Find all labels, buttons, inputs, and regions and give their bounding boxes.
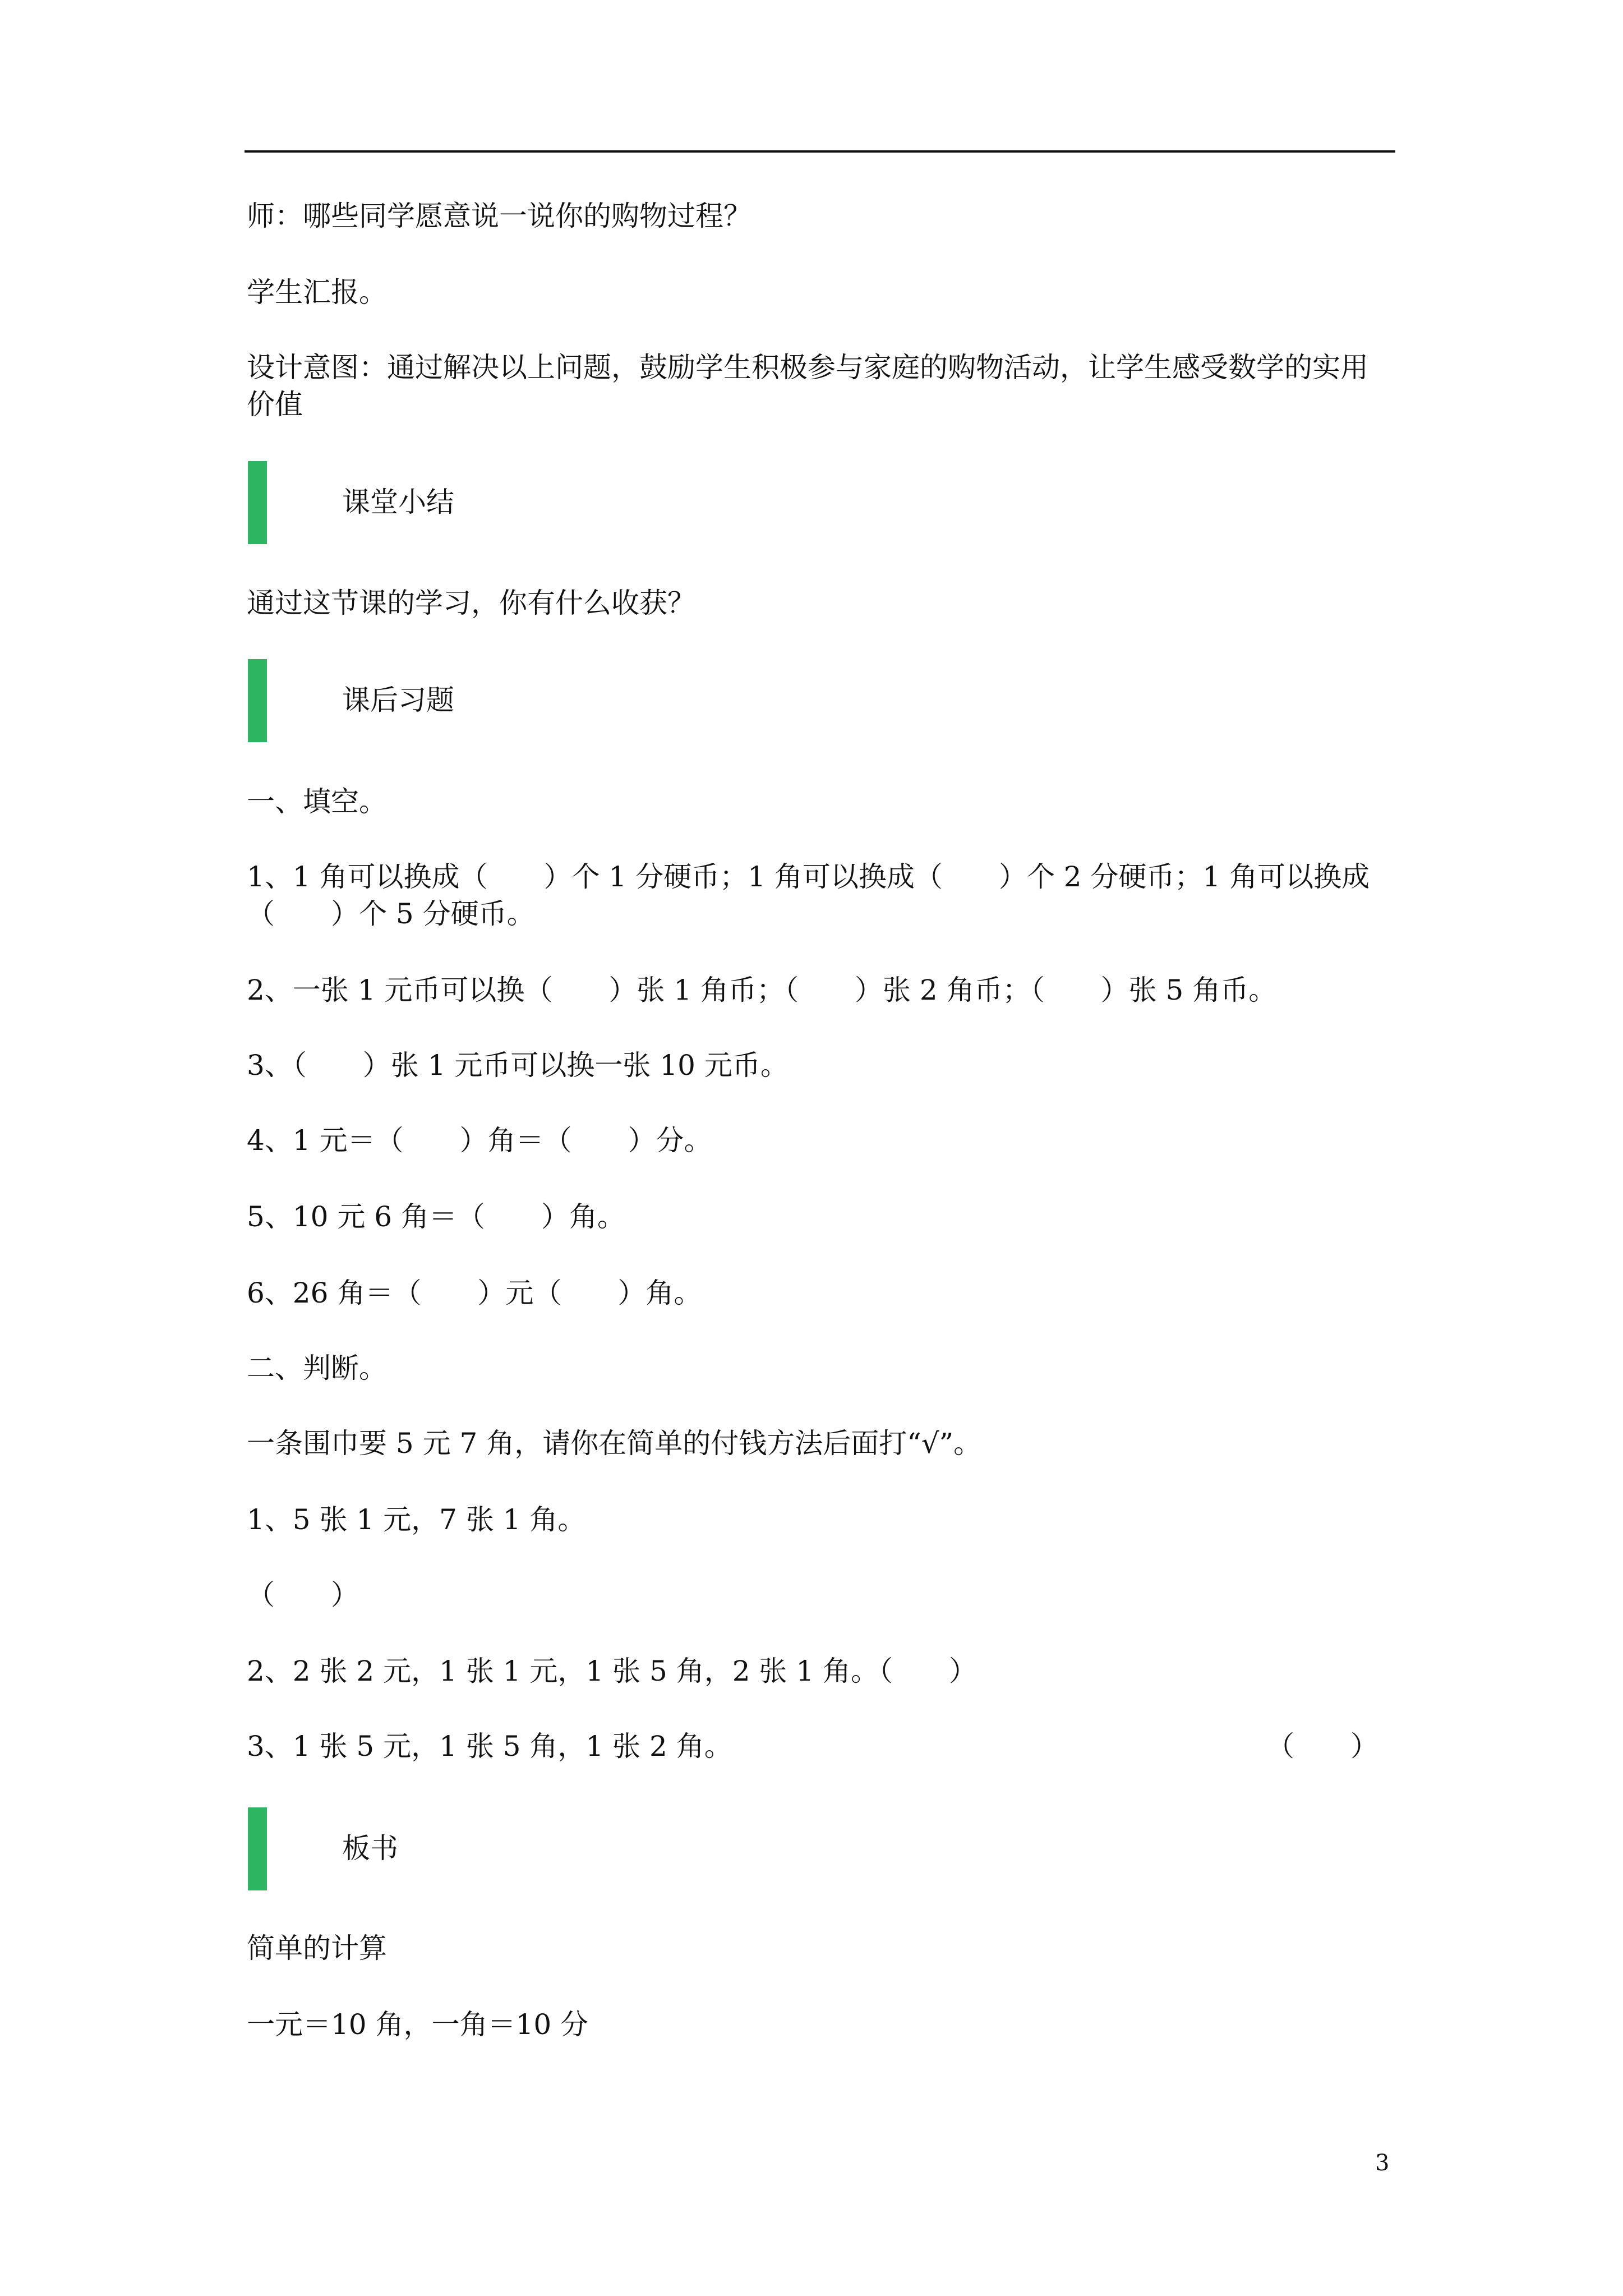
summary-question: 通过这节课的学习，你有什么收获？ xyxy=(247,587,695,619)
page-number: 3 xyxy=(1375,2150,1390,2176)
section-bar-summary xyxy=(248,461,267,544)
section-bar-board xyxy=(248,1807,267,1890)
judge-prompt: 一条围巾要 5 元 7 角，请你在简单的付钱方法后面打“√”。 xyxy=(247,1427,982,1460)
section-bar-exercises xyxy=(248,659,267,742)
fill-blank-heading: 一、填空。 xyxy=(247,785,387,818)
section-title-summary: 课堂小结 xyxy=(342,486,454,518)
fill-blank-item-6: 6、26 角＝（ ）元（ ）角。 xyxy=(247,1277,702,1309)
fill-blank-item-3: 3、（ ）张 1 元币可以换一张 10 元币。 xyxy=(247,1049,789,1082)
judge-item-2: 2、2 张 2 元，1 张 1 元，1 张 5 角，2 张 1 角。（ ） xyxy=(247,1655,978,1687)
fill-blank-item-5: 5、10 元 6 角＝（ ）角。 xyxy=(247,1200,625,1233)
teacher-question: 师：哪些同学愿意说一说你的购物过程？ xyxy=(247,200,751,232)
fill-blank-item-1: 1、1 角可以换成（ ）个 1 分硬币；1 角可以换成（ ）个 2 分硬币；1 角可以换成（ ）个 5 分硬币。 xyxy=(247,861,1370,930)
judge-item-3-paren: （ ） xyxy=(1266,1730,1378,1763)
section-title-exercises: 课后习题 xyxy=(342,684,454,716)
judge-item-1: 1、5 张 1 元，7 张 1 角。 xyxy=(247,1503,586,1536)
header-rule xyxy=(245,150,1395,153)
judge-item-1-paren: （ ） xyxy=(247,1579,359,1611)
board-line-2: 一元＝10 角，一角＝10 分 xyxy=(247,2008,589,2041)
fill-blank-item-4: 4、1 元＝（ ）角＝（ ）分。 xyxy=(247,1124,712,1157)
board-line-1: 简单的计算 xyxy=(247,1932,387,1964)
design-intent: 设计意图：通过解决以上问题，鼓励学生积极参与家庭的购物活动，让学生感受数学的实用价值 xyxy=(247,351,1368,421)
judge-heading: 二、判断。 xyxy=(247,1352,387,1384)
judge-item-3: 3、1 张 5 元，1 张 5 角，1 张 2 角。 xyxy=(247,1730,732,1763)
student-report: 学生汇报。 xyxy=(247,276,387,309)
section-title-board: 板书 xyxy=(342,1832,398,1865)
fill-blank-item-2: 2、一张 1 元币可以换（ ）张 1 角币；（ ）张 2 角币；（ ）张 5 角币。 xyxy=(247,974,1277,1006)
